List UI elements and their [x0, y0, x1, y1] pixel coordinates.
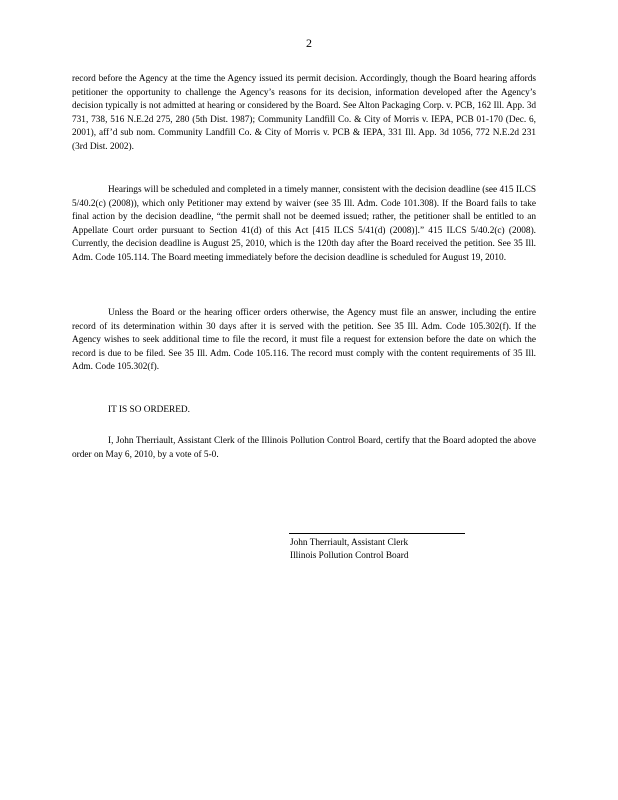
paragraph-so-ordered: IT IS SO ORDERED.	[108, 405, 190, 415]
signature-line	[289, 533, 465, 534]
paragraph-agency-answer: Unless the Board or the hearing officer orders otherwise, the Agency must file an answer, including the entire record of its determination within 30 days after it is served with the petition. See 35 Ill. Adm. Code 105.302(f). If the Agency wishes to seek additional time to file the record, it must file a request for extension before the date on which the record is due to be filed. See 35 Ill. Adm. Code 105.116. The record must comply with the content requirements of 35 Ill. Adm. Code 105.302(f).	[72, 308, 536, 372]
signer-organization: Illinois Pollution Control Board	[290, 551, 409, 561]
paragraph-record-before-agency: record before the Agency at the time the Agency issued its permit decision. Accordingly, though the Board hearing affords petitioner the opportunity to challenge the Agency’s reasons for its decision, information developed after the Agency’s decision typically is not admitted at hearing or considered by the Board. See Alton Packaging Corp. v. PCB, 162 Ill. App. 3d 731, 738, 516 N.E.2d 275, 280 (5th Dist. 1987); Community Landfill Co. & City of Morris v. IEPA, PCB 01-170 (Dec. 6, 2001), aff’d sub nom. Community Landfill Co. & City of Morris v. PCB & IEPA, 331 Ill. App. 3d 1056, 772 N.E.2d 231 (3rd Dist. 2002).	[72, 74, 536, 152]
paragraph-hearings-schedule: Hearings will be scheduled and completed in a timely manner, consistent with the decision deadline (see 415 ILCS 5/40.2(c) (2008)), which only Petitioner may extend by waiver (see 35 Ill. Adm. Code 101.308). If the Board fails to take final action by the decision deadline, “the permit shall not be deemed issued; rather, the petitioner shall be entitled to an Appellate Court order pursuant to Section 41(d) of this Act [415 ILCS 5/41(d) (2008)].” 415 ILCS 5/40.2(c) (2008). Currently, the decision deadline is August 25, 2010, which is the 120th day after the Board received the petition. See 35 Ill. Adm. Code 105.114. The Board meeting immediately before the decision deadline is scheduled for August 19, 2010.	[72, 185, 536, 263]
signature-block	[290, 537, 409, 563]
paragraph-certification: I, John Therriault, Assistant Clerk of the Illinois Pollution Control Board, certify that the Board adopted the above order on May 6, 2010, by a vote of 5-0.	[72, 436, 536, 460]
signer-name-title: John Therriault, Assistant Clerk	[290, 538, 409, 548]
page-number: 2	[306, 36, 312, 50]
